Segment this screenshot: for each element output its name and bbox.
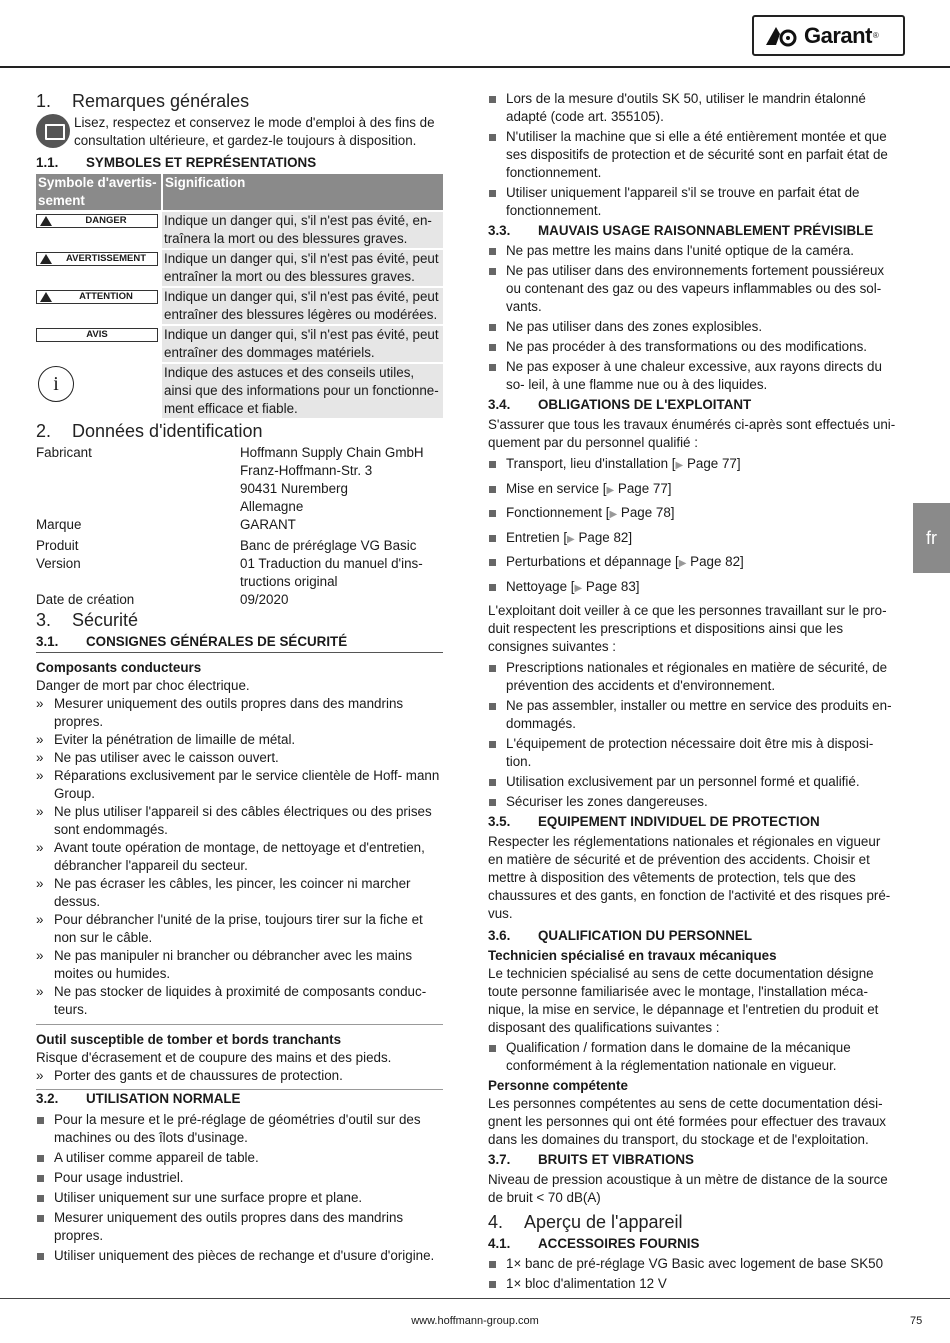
warning-signal: AVERTISSEMENT xyxy=(36,252,158,266)
warning-triangle-icon xyxy=(37,292,55,302)
list-item[interactable]: Fonctionnement [▶ Page 78] xyxy=(488,504,896,524)
table-row xyxy=(36,211,443,249)
list-item: » Ne pas manipuler ni brancher ou débrancher avec les mains moites ou humides. xyxy=(36,947,443,983)
table-cell: Indique un danger qui, s'il n'est pas évité, en- traînera la mort ou des blessures graves. xyxy=(162,211,443,249)
usage-list xyxy=(36,1111,443,1265)
id-label: Date de création xyxy=(36,592,135,607)
list-item: Lors de la mesure d'outils SK 50, utiliser le mandrin étalonné adapté (code art. 355105). xyxy=(488,90,896,126)
list-item: » Mesurer uniquement des outils propres dans des mandrins propres. xyxy=(36,695,443,731)
page-link-icon: ▶ xyxy=(574,582,583,594)
language-tab[interactable]: fr xyxy=(913,503,950,573)
garant-logo xyxy=(752,15,905,56)
list-item: Qualification / formation dans le domaine de la mécanique conformément à la réglementation nationale en vigueur. xyxy=(488,1039,896,1075)
section-4-heading: 4. Aperçu de l'appareil xyxy=(488,1212,683,1232)
block-title: Outil susceptible de tomber et bords tranchants xyxy=(36,1032,342,1047)
list-item: » Ne plus utiliser l'appareil si des câbles électriques ou des prises sont endommagés. xyxy=(36,803,443,839)
usage-list-continued xyxy=(488,90,896,220)
list-item: A utiliser comme appareil de table. xyxy=(36,1149,443,1167)
id-label: Version xyxy=(36,556,81,571)
page-link-icon: ▶ xyxy=(609,509,618,520)
list-item: Ne pas utiliser dans des environnements fortement poussiéreux ou contenant des gaz ou des vapeurs inflammables ou des sol- vants. xyxy=(488,262,896,316)
block-title: Composants conducteurs xyxy=(36,660,202,675)
table-cell: Indique un danger qui, s'il n'est pas évité, peut entraîner des blessures légères ou modérées. xyxy=(162,287,443,325)
id-value: Banc de préréglage VG Basic xyxy=(240,538,417,553)
paragraph: L'exploitant doit veiller à ce que les personnes travaillant sur le pro- duit respectent les prescriptions et dispositions ainsi que les consignes suivantes : xyxy=(488,603,887,654)
table-row xyxy=(36,363,443,418)
section-4-1-heading: 4.1. ACCESSOIRES FOURNIS xyxy=(488,1236,700,1251)
paragraph: Respecter les réglementations nationales et régionales en vigueur en matière de sécurité et de prévention des accidents. Choisir et mettre à disposition des vêtements de protection, tels que des chaussures et des gants, en fonction de l'activité et des risques pré- vus. xyxy=(488,834,891,921)
list-item[interactable]: Mise en service [▶ Page 77] xyxy=(488,480,896,500)
section-3-7-heading: 3.7. BRUITS ET VIBRATIONS xyxy=(488,1152,694,1167)
notice-signal: AVIS xyxy=(36,328,158,342)
block-title: Technicien spécialisé en travaux mécaniques xyxy=(488,948,777,963)
block-subtitle: Risque d'écrasement et de coupure des mains et des pieds. xyxy=(36,1050,392,1065)
list-item: Utilisation exclusivement par un personnel formé et qualifié. xyxy=(488,773,896,791)
info-icon: i xyxy=(38,366,74,402)
id-label: Produit xyxy=(36,538,79,553)
list-item: » Pour débrancher l'unité de la prise, toujours tirer sur la fiche et non sur le câble. xyxy=(36,911,443,947)
section-3-heading: 3. Sécurité xyxy=(36,610,139,630)
right-column xyxy=(488,90,896,1295)
page-link-icon: ▶ xyxy=(606,484,615,496)
page-number: 75 xyxy=(910,1315,923,1327)
list-item: » Ne pas utiliser avec le caisson ouvert. xyxy=(36,749,443,767)
id-label: Fabricant xyxy=(36,445,92,460)
list-item: » Eviter la pénétration de limaille de métal. xyxy=(36,731,443,749)
section-3-2-heading: 3.2. UTILISATION NORMALE xyxy=(36,1089,443,1109)
list-item: Ne pas assembler, installer ou mettre en service des produits en- dommagés. xyxy=(488,697,896,733)
misuse-list xyxy=(488,242,896,394)
section-3-5-heading: 3.5. EQUIPEMENT INDIVIDUEL DE PROTECTION xyxy=(488,814,820,829)
table-cell: Indique des astuces et des conseils utiles, ainsi que des informations pour un fonctionne- ment efficace et fiable. xyxy=(162,363,443,418)
header-rule xyxy=(0,66,950,68)
section-1-1-heading: 1.1. SYMBOLES ET REPRÉSENTATIONS xyxy=(36,155,317,170)
list-item: Utiliser uniquement sur une surface propre et plane. xyxy=(36,1189,443,1207)
table-row xyxy=(36,325,443,363)
intro-block xyxy=(36,114,443,150)
warning-triangle-icon xyxy=(37,216,55,226)
intro-text: Lisez, respectez et conservez le mode d'emploi à des fins de consultation ultérieure, et gardez-le toujours à disposition. xyxy=(74,115,435,148)
list-item: 1× bloc d'alimentation 12 V xyxy=(488,1275,896,1293)
list-item: Ne pas exposer à une chaleur excessive, aux rayons directs du so- leil, à une flamme nue ou à des liquides. xyxy=(488,358,896,394)
accessories-list xyxy=(488,1255,896,1293)
logo-registered: ® xyxy=(872,30,879,40)
list-item[interactable]: Transport, lieu d'installation [▶ Page 77] xyxy=(488,455,896,475)
page-link-icon: ▶ xyxy=(678,558,687,569)
operator-list xyxy=(488,659,896,811)
read-manual-icon xyxy=(36,114,70,148)
warning-triangle-icon xyxy=(37,254,55,264)
list-item: L'équipement de protection nécessaire doit être mis à disposi- tion. xyxy=(488,735,896,771)
list-item: » Porter des gants et de chaussures de protection. xyxy=(36,1067,443,1085)
section-3-3-heading: 3.3. MAUVAIS USAGE RAISONNABLEMENT PRÉVISIBLE xyxy=(488,223,874,238)
paragraph: Niveau de pression acoustique à un mètre de distance de la source de bruit < 70 dB(A) xyxy=(488,1172,888,1205)
section-3-4-heading: 3.4. OBLIGATIONS DE L'EXPLOITANT xyxy=(488,397,752,412)
list-item: Mesurer uniquement des outils propres dans des mandrins propres. xyxy=(36,1209,443,1245)
section-3-6-heading: 3.6. QUALIFICATION DU PERSONNEL xyxy=(488,928,753,943)
footer-rule xyxy=(0,1298,950,1299)
table-row xyxy=(36,249,443,287)
garant-logo-icon xyxy=(764,25,800,47)
list-item: Pour usage industriel. xyxy=(36,1169,443,1187)
id-value: 09/2020 xyxy=(240,592,289,607)
list-item: » Ne pas stocker de liquides à proximité de composants conduc- teurs. xyxy=(36,983,443,1019)
section-2-heading: 2. Données d'identification xyxy=(36,421,263,441)
id-value: Hoffmann Supply Chain GmbH Franz-Hoffmann-Str. 3 90431 Nuremberg Allemagne xyxy=(240,445,424,514)
identification-table xyxy=(36,444,443,609)
link-list xyxy=(488,455,896,598)
table-header-meaning: Signification xyxy=(162,174,443,211)
list-item[interactable]: Perturbations et dépannage [▶ Page 82] xyxy=(488,553,896,573)
list-item: Pour la mesure et le pré-réglage de géométries d'outil sur des machines ou des îlots d'usinage. xyxy=(36,1111,443,1147)
section-1-heading: 1. Remarques générales xyxy=(36,91,250,111)
page-link-icon: ▶ xyxy=(675,460,684,471)
list-item: » Ne pas écraser les câbles, les pincer, les coincer ni marcher dessus. xyxy=(36,875,443,911)
block-subtitle: Danger de mort par choc électrique. xyxy=(36,678,250,693)
footer-url[interactable]: www.hoffmann-group.com xyxy=(411,1315,539,1327)
list-item: Prescriptions nationales et régionales en matière de sécurité, de prévention des accidents et d'environnement. xyxy=(488,659,896,695)
list-item: » Réparations exclusivement par le service clientèle de Hoff- mann Group. xyxy=(36,767,443,803)
paragraph: Les personnes compétentes au sens de cette documentation dési- gnent les personnes qui ont été formées pour effectuer des travaux dans les domaines du transport, du stockage et de l'exploitation. xyxy=(488,1096,886,1147)
table-cell: Indique un danger qui, s'il n'est pas évité, peut entraîner la mort ou des blessures graves. xyxy=(162,249,443,287)
list-item: 1× banc de pré-réglage VG Basic avec logement de base SK50 xyxy=(488,1255,896,1273)
paragraph: Le technicien spécialisé au sens de cette documentation désigne toute personne familiarisée avec le montage, l'installation méca- nique, la mise en service, le dépannage et l'entretien du produit et disposant des qualifications suivantes : xyxy=(488,966,879,1035)
id-label: Marque xyxy=(36,517,82,532)
list-item[interactable]: Nettoyage [▶ Page 83] xyxy=(488,578,896,598)
list-item: N'utiliser la machine que si elle a été entièrement montée et que ses dispositifs de protection et de sécurité sont en parfait état de fonctionnement. xyxy=(488,128,896,182)
symbols-table xyxy=(36,174,443,418)
section-3-1-heading: 3.1. CONSIGNES GÉNÉRALES DE SÉCURITÉ xyxy=(36,633,443,653)
list-item: Sécuriser les zones dangereuses. xyxy=(488,793,896,811)
danger-signal: DANGER xyxy=(36,214,158,228)
divider xyxy=(36,1024,443,1025)
id-value: 01 Traduction du manuel d'ins- tructions original xyxy=(240,556,423,589)
left-column xyxy=(36,90,443,1267)
list-item: » Avant toute opération de montage, de nettoyage et d'entretien, débrancher l'appareil du secteur. xyxy=(36,839,443,875)
page-link-icon: ▶ xyxy=(567,533,575,545)
table-header-symbol: Symbole d'avertis- sement xyxy=(36,174,162,211)
safety-list xyxy=(36,1067,443,1085)
list-item: Ne pas mettre les mains dans l'unité optique de la caméra. xyxy=(488,242,896,260)
qualification-list xyxy=(488,1039,896,1075)
caution-signal: ATTENTION xyxy=(36,290,158,304)
paragraph: S'assurer que tous les travaux énumérés ci-après sont effectués uni- quement par du personnel qualifié : xyxy=(488,417,896,450)
id-value: GARANT xyxy=(240,517,296,532)
logo-text: Garant xyxy=(804,22,872,48)
list-item: Utiliser uniquement des pièces de rechange et d'usure d'origine. xyxy=(36,1247,443,1265)
table-row xyxy=(36,287,443,325)
safety-list xyxy=(36,695,443,1019)
list-item: Ne pas utiliser dans des zones explosibles. xyxy=(488,318,896,336)
list-item: Utiliser uniquement l'appareil s'il se trouve en parfait état de fonctionnement. xyxy=(488,184,896,220)
list-item[interactable]: Entretien [▶ Page 82] xyxy=(488,529,896,549)
list-item: Ne pas procéder à des transformations ou des modifications. xyxy=(488,338,896,356)
block-title: Personne compétente xyxy=(488,1078,628,1093)
table-cell: Indique un danger qui, s'il n'est pas évité, peut entraîner des dommages matériels. xyxy=(162,325,443,363)
